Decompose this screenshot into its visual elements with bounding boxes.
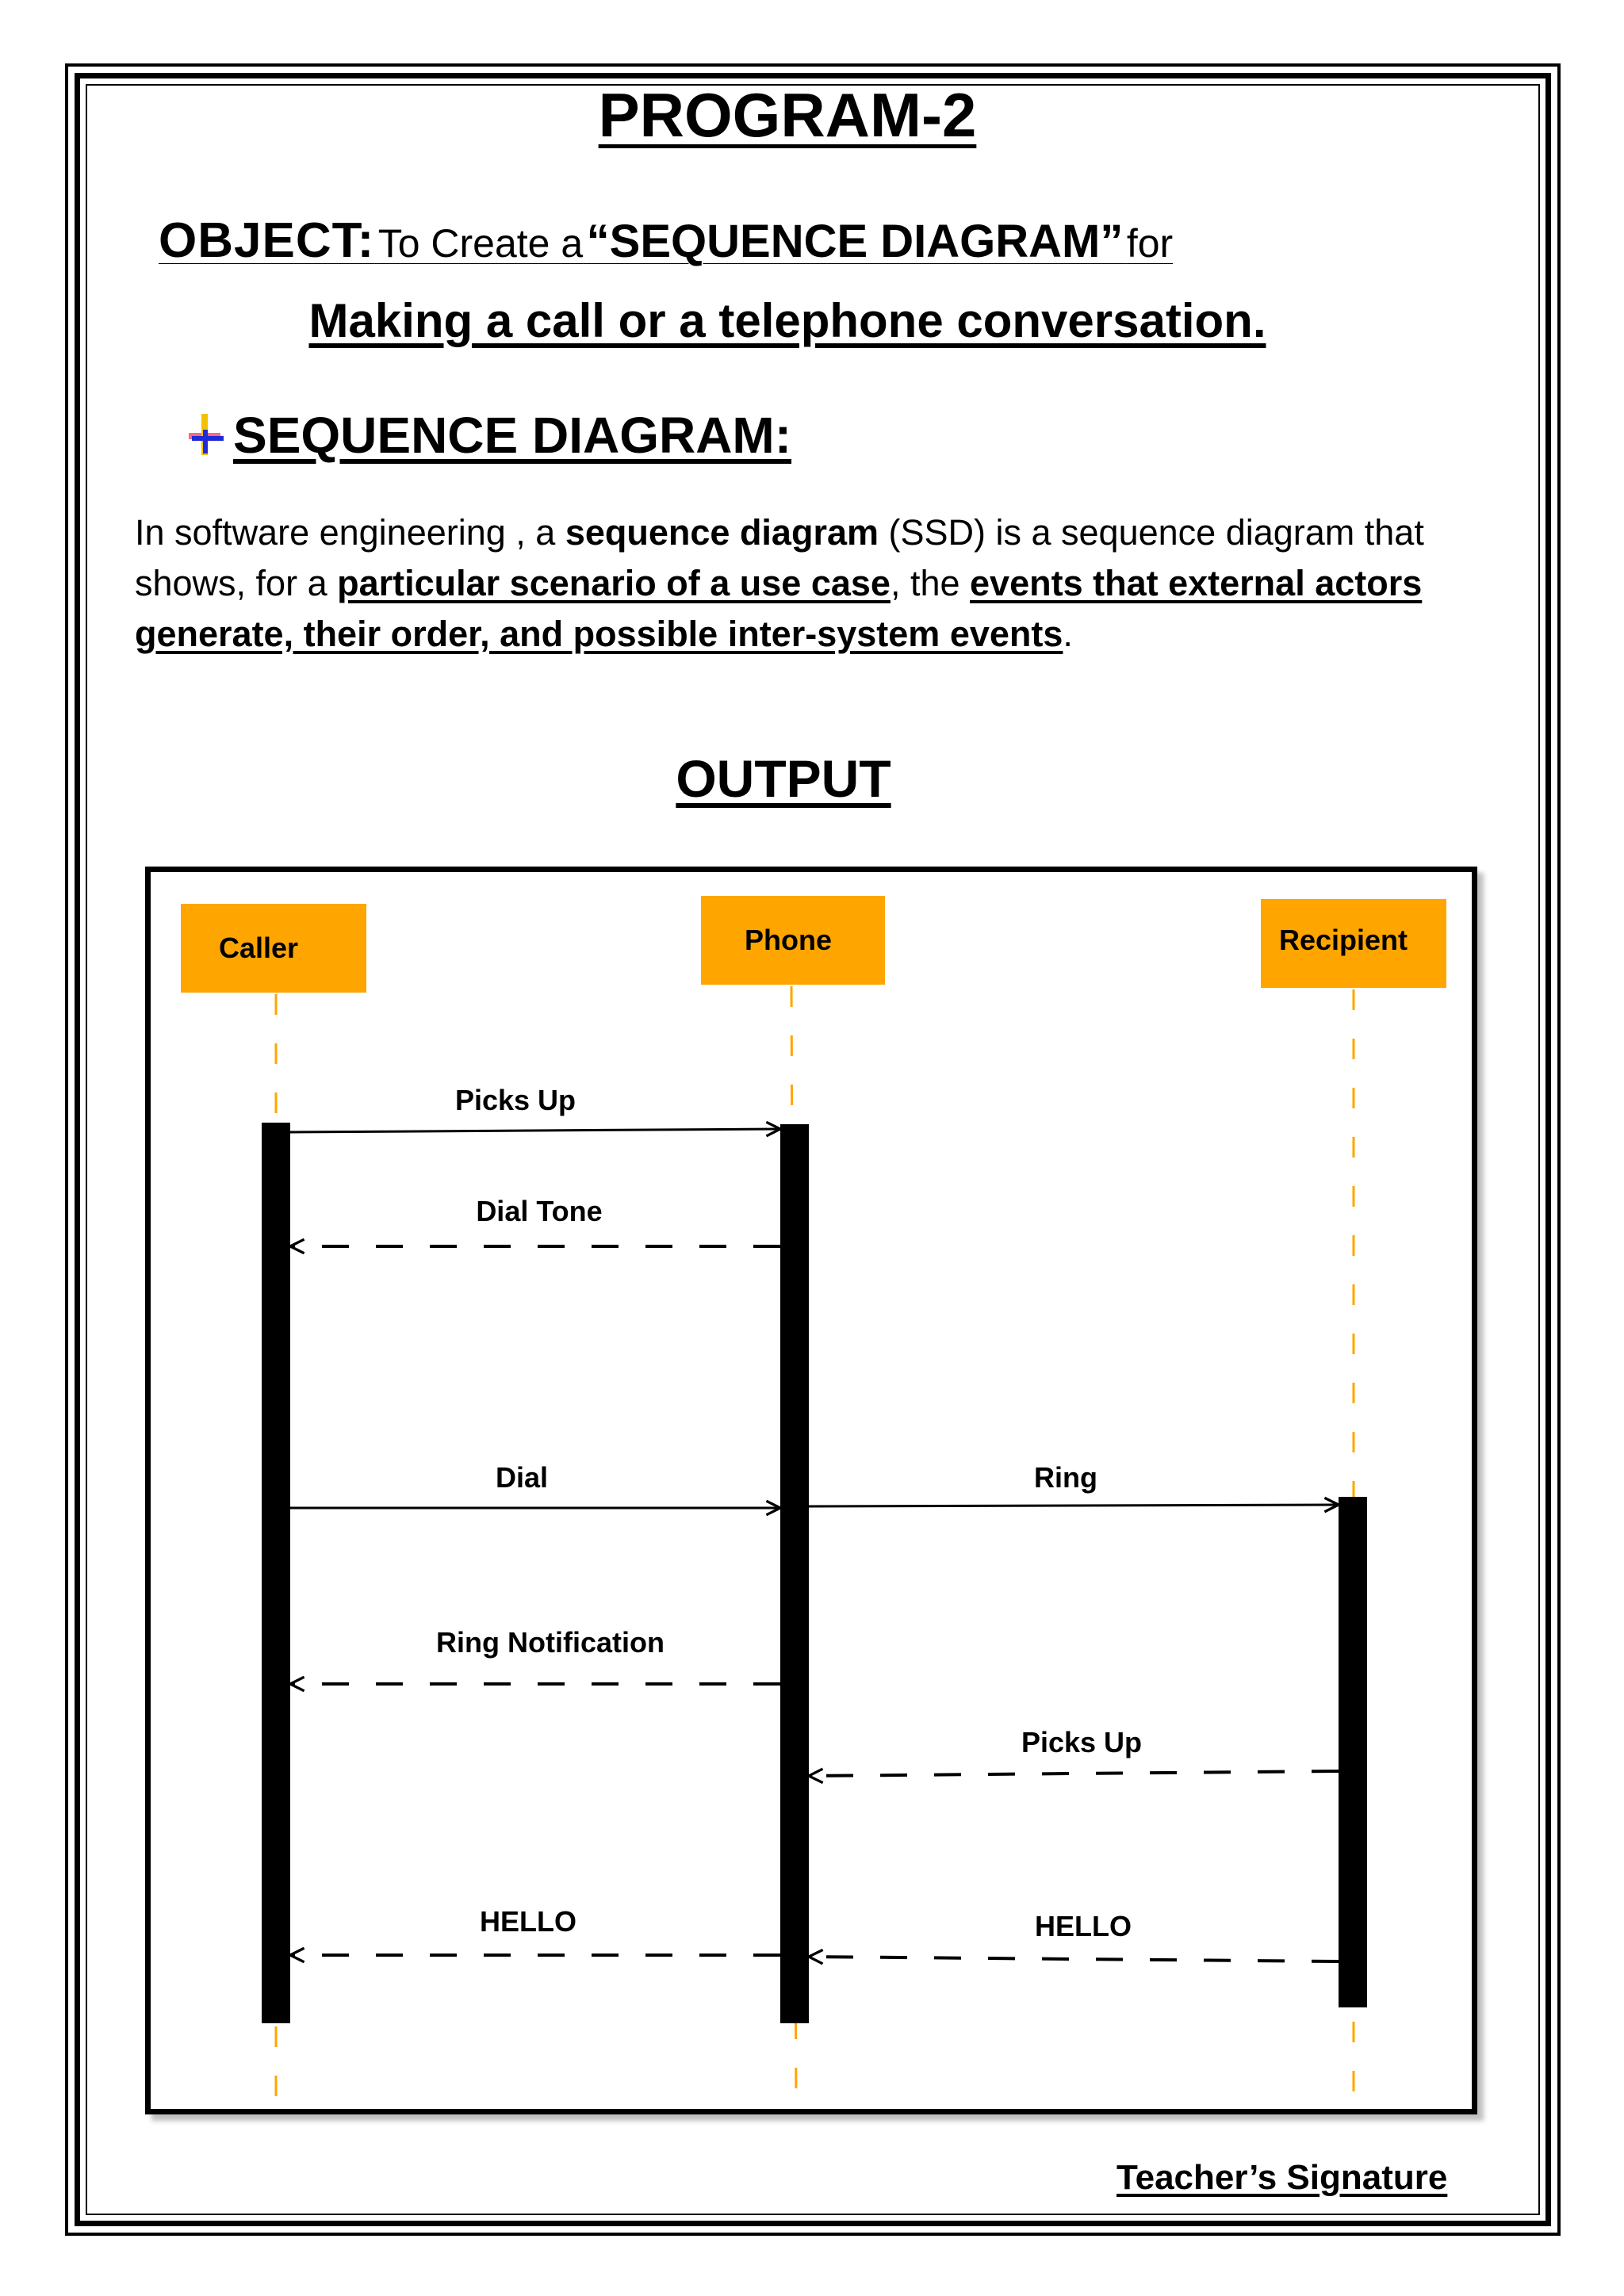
para-term-events: events that external actors generate, their order, and possible inter-system events [135,563,1423,654]
message-label-picks-up-1: Picks Up [454,1084,576,1116]
message-label-ring: Ring [1034,1461,1097,1494]
message-label-dial-tone: Dial Tone [476,1195,603,1227]
message-arrow-ring [809,1505,1339,1506]
output-title: OUTPUT [676,749,891,808]
para-term-sequence-diagram: sequence diagram [565,512,879,553]
message-label-picks-up-2: Picks Up [1021,1726,1143,1758]
message-label-hello-caller: HELLO [480,1905,576,1938]
activation-bar-recipient [1339,1497,1367,2007]
participant-label-recipient: Recipient [1278,924,1408,956]
object-label: OBJECT: [159,213,375,268]
participant-label-phone: Phone [744,924,833,956]
activation-bar-phone [780,1124,809,2023]
para-term-scenario: particular scenario of a use case [337,563,891,603]
page-title: PROGRAM-2 [598,80,977,150]
participant-label-caller: Caller [218,932,299,964]
object-text-after: for [1126,221,1174,266]
message-arrow-picks-up-2 [809,1771,1339,1776]
object-quoted-title: “SEQUENCE DIAGRAM” [586,216,1124,267]
para-text-4: . [1063,614,1073,654]
object-text-before: To Create a [377,221,584,266]
message-arrow-picks-up-1 [290,1129,780,1132]
para-text-1: In software engineering , a [135,512,565,553]
message-label-hello-recipient: HELLO [1035,1910,1132,1942]
section-title: SEQUENCE DIAGRAM: [233,407,792,464]
teacher-signature-label: Teacher’s Signature [1116,2158,1448,2197]
para-text-2: (SSD) is a sequence diagram that shows, for a [135,512,1424,603]
message-arrow-hello-recipient [809,1957,1339,1961]
para-text-3: , the [890,563,971,603]
activation-bar-caller [262,1123,290,2023]
message-label-dial: Dial [495,1461,549,1494]
message-label-ring-notification: Ring Notification [436,1626,665,1659]
object-line-2: Making a call or a telephone conversation. [308,294,1266,347]
